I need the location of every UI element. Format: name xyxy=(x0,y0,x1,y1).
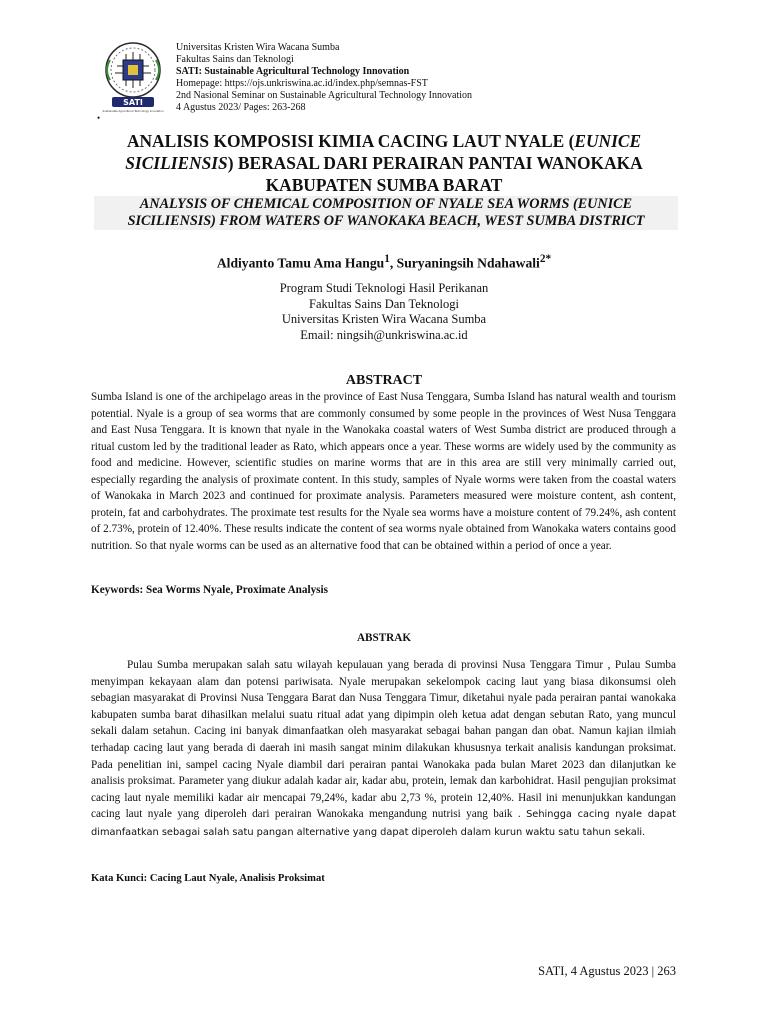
header-faculty: Fakultas Sains dan Teknologi xyxy=(176,54,294,65)
sati-logo-icon xyxy=(98,40,168,114)
header-journal-name: SATI: Sustainable Agricultural Technology Innovation xyxy=(176,66,410,77)
affiliation-faculty: Fakultas Sains Dan Teknologi xyxy=(309,296,459,311)
header-date-pages: 4 Agustus 2023/ Pages: 263-268 xyxy=(176,102,306,113)
abstrak-body: Pulau Sumba merupakan salah satu wilayah kepulauan yang berada di provinsi Nusa Tenggara Timur , Pulau Sumba menyimpan kekayaan alam dan potensi pariwisata. Nyale merupakan sekelompok cacing laut yang biasa dikonsumsi oleh sebagian masyarakat di Provinsi Nusa Tenggara Barat dan Nusa Tenggara Timur, diketahui nyale pada perairan pantai wanokaka kabupaten sumba barat dihasilkan melalui suatu ritual adat yang dipimpin oleh ketua adat dengan sebutan Rato, yang muncul sekali dalam setahun. Cacing ini banyak dimanfaatkan oleh masyarakat sebagai bahan pangan dan obat. Namun kajian ilmiah terhadap cacing laut yang berada di daerah ini masih sangat minim dilakukan khususnya terkait analisis kandungan proksimat. Pada penelitian ini, sampel cacing Nyale diambil dari perairan pantai Wanokaka pada bulan Maret 2023 dan dilanjutkan ke analisis proksimat. Parameter yang diukur adalah kadar air, kadar abu, protein, lemak dan karbohidrat. Hasil pengujian proksimat cacing laut nyale memiliki kadar air mencapai 79,24%, kadar abu 2,73 %, protein 12,40%. Hasil ini menunjukkan kandungan cacing laut nyale yang diperoleh dari perairan Wanokaka mengandung nutrisi yang baik . xyxy=(91,659,676,821)
abstract-text: Sumba Island is one of the archipelago areas in the province of East Nusa Tenggara, Sumba Island has natural wealth and tourism potential. Nyale is a group of sea worms that are commonly consumed by some people in the provinces of West Nusa Tenggara and East Nusa Tenggara. It is known that nyale in the Wanokaka coastal waters of West Sumba district are produced through a ritual custom led by the traditional leader as Rato, which appears once a year. These worms are widely used by the community as food and medicine. However, scientific studies on marine worms that are in this area are still very minimally carried out, especially regarding the analysis of proximate content. In this study, samples of Nyale worms were taken from the coastal waters of Wanokaka in March 2023 and continued for proximate analysis. Parameters measured were moisture content, ash content, protein, fat and carbohydrates. The proximate test results for the Nyale sea worms have a moisture content of 79.24%, ash content of 2.73%, protein of 12.40%. These results indicate the content of sea worms nyale obtained from Wanokaka waters contains good nutrition. So that nyale worms can be used as an alternative food that can be obtained within a period of once a year. xyxy=(91,391,676,552)
affiliation-email: Email: ningsih@unkriswina.ac.id xyxy=(300,327,468,342)
abstrak-heading: ABSTRAK xyxy=(356,632,412,644)
journal-header xyxy=(176,42,472,114)
abstract-keywords: Keywords: Sea Worms Nyale, Proximate Analysis xyxy=(91,584,328,596)
paper-title xyxy=(80,130,688,196)
paper-title-english: ANALYSIS OF CHEMICAL COMPOSITION OF NYALE SEA WORMS (EUNICE SICILIENSIS) FROM WATERS OF WANOKAKA BEACH, WEST SUMBA DISTRICT xyxy=(94,196,678,230)
logo-text: SATI xyxy=(123,98,143,107)
author-line xyxy=(0,253,768,272)
title-part2: ) BERASAL DARI PERAIRAN PANTAI WANOKAKA KABUPATEN SUMBA BARAT xyxy=(227,153,643,195)
author-1: Aldiyanto Tamu Ama Hangu xyxy=(216,255,385,271)
affiliation-block xyxy=(0,281,768,343)
title-species: EUNICE SICILIENSIS xyxy=(125,131,642,173)
author-1-affil: 1 xyxy=(384,253,390,265)
logo-caption: Sustainable Agricultural Technology Innovation xyxy=(102,110,164,113)
author-2: Suryaningsih Ndahawali xyxy=(396,255,540,271)
title-part1: ANALISIS KOMPOSISI KIMIA CACING LAUT NYALE ( xyxy=(126,131,575,151)
abstrak-tail: Sehingga cacing nyale dapat dimanfaatkan sebagai salah satu pangan alternative yang dapat diperoleh dalam kurun waktu satu tahun sekali. xyxy=(91,809,676,838)
affiliation-program: Program Studi Teknologi Hasil Perikanan xyxy=(279,281,489,295)
header-homepage[interactable]: Homepage: https://ojs.unkriswina.ac.id/index.php/semnas-FST xyxy=(176,78,428,89)
affiliation-university: Universitas Kristen Wira Wacana Sumba xyxy=(281,312,487,326)
abstrak-keywords: Kata Kunci: Cacing Laut Nyale, Analisis Proksimat xyxy=(91,873,325,884)
author-2-affil: 2* xyxy=(539,253,552,265)
author-separator: , xyxy=(389,255,397,271)
page-footer: SATI, 4 Agustus 2023 | 263 xyxy=(538,964,676,978)
abstract-heading: ABSTRACT xyxy=(345,373,423,388)
header-seminar: 2nd Nasional Seminar on Sustainable Agricultural Technology Innovation xyxy=(176,90,473,101)
sati-logo xyxy=(98,40,168,114)
abstrak-text xyxy=(91,657,676,842)
header-bullet: • xyxy=(97,113,101,123)
header-university: Universitas Kristen Wira Wacana Sumba xyxy=(176,42,340,53)
